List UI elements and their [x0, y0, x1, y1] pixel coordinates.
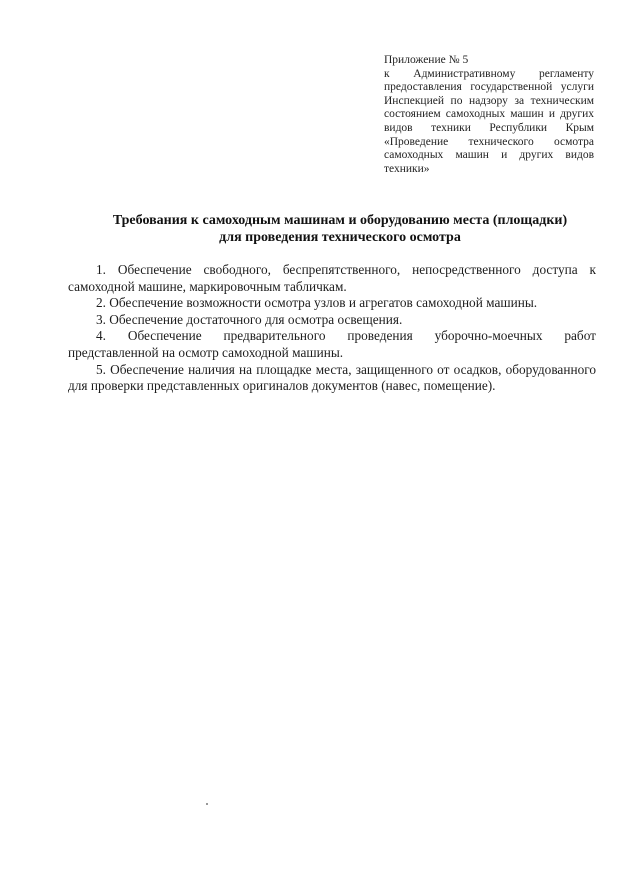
document-title-line-1: Требования к самоходным машинам и оборудованию места (площадки)	[112, 213, 568, 228]
document-title	[60, 213, 620, 246]
requirement-item: 1. Обеспечение свободного, беспрепятственного, непосредственного доступа к самоходной машине, маркировочным табличкам.	[68, 262, 596, 294]
annex-reference: к Административному регламенту предоставления государственной услуги Инспекцией по надзору за техническим состоянием самоходных машин и других видов техники Республики Крым «Проведение технического осмотра самоходных машин и других видов техники»	[384, 67, 594, 175]
requirement-item: 3. Обеспечение достаточного для осмотра освещения.	[96, 311, 403, 327]
requirement-item: 4. Обеспечение предварительного проведения уборочно-моечных работ представленной на осмотр самоходной машины.	[68, 328, 596, 360]
requirement-item: 5. Обеспечение наличия на площадке места, защищенного от осадков, оборудованного для проверки представленных оригиналов документов (навес, помещение).	[68, 361, 596, 394]
requirements-list	[68, 262, 596, 395]
annex-header	[384, 54, 594, 176]
document-title-line-2: для проведения технического осмотра	[219, 229, 461, 245]
requirement-item: 2. Обеспечение возможности осмотра узлов и агрегатов самоходной машины.	[96, 295, 538, 311]
scan-dot	[206, 803, 208, 805]
annex-title: Приложение № 5	[384, 54, 469, 66]
